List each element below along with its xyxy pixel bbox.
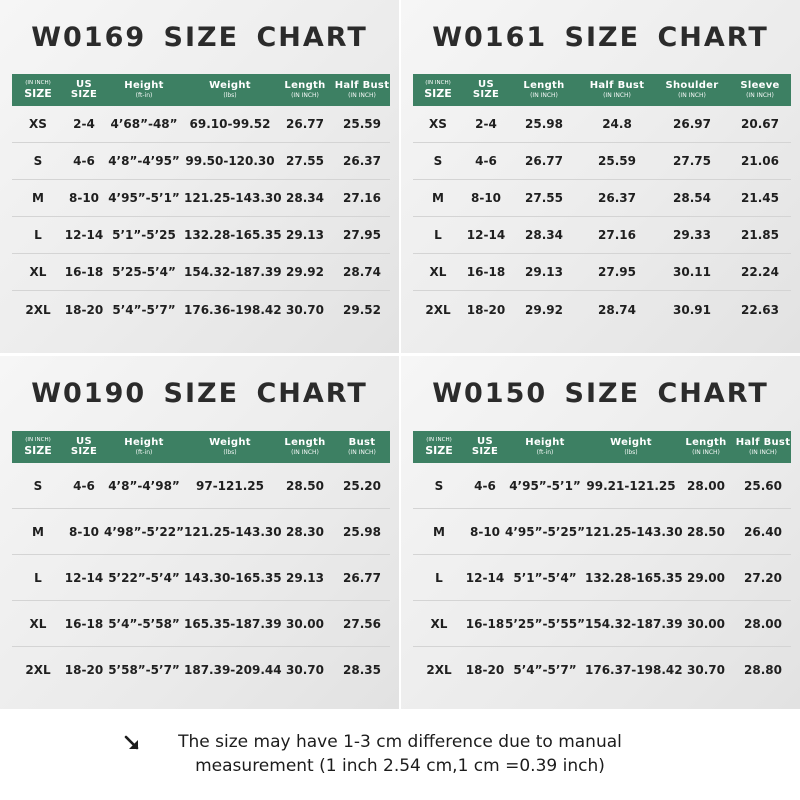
cell-weight: 176.37-198.42 — [585, 663, 683, 677]
cell-size: L — [435, 570, 443, 585]
header-unit: (lbs) — [624, 449, 638, 456]
cell-weight: 187.39-209.44 — [184, 663, 282, 677]
header-label: US — [76, 436, 92, 447]
cell-length: 29.92 — [286, 265, 324, 279]
header-col-5 — [276, 81, 334, 99]
cell-sleeve: 22.63 — [741, 302, 779, 317]
header-col-5 — [655, 81, 729, 99]
header-label: SIZE — [425, 443, 453, 457]
header-unit: (ft-in) — [536, 449, 554, 456]
cell-length: 29.00 — [687, 570, 725, 585]
cell-us-size: 2-4 — [73, 117, 95, 131]
cell-us-size: 4-6 — [475, 154, 497, 168]
cell-half-bust: 26.37 — [598, 191, 636, 205]
cell-sleeve: 20.67 — [741, 117, 779, 131]
table-row — [413, 509, 791, 555]
cell-shoulder: 30.91 — [673, 302, 711, 317]
cell-length: 28.50 — [687, 524, 725, 539]
cell-height: 5’4”-5’7” — [112, 302, 176, 317]
table-header — [12, 431, 390, 463]
header-label: Height — [124, 80, 164, 91]
cell-us-size: 12-14 — [466, 228, 506, 242]
cell-height: 5’22”-5’4” — [108, 570, 180, 585]
cell-weight: 165.35-187.39 — [184, 616, 282, 631]
header-unit: (ft-in) — [135, 449, 153, 456]
header-label: Length — [284, 80, 326, 91]
cell-length: 25.98 — [525, 117, 563, 131]
cell-height: 4’95”-5’1” — [509, 478, 581, 493]
cell-us-size: 4-6 — [474, 478, 496, 493]
header-label: US — [76, 79, 92, 90]
cell-weight: 176.36-198.42 — [184, 302, 282, 317]
header-unit: (IN INCH) — [291, 449, 319, 456]
cell-size: XS — [29, 117, 47, 131]
cell-length: 30.70 — [286, 302, 324, 317]
header-unit-note: (IN INCH) — [426, 437, 452, 444]
cell-us-size: 16-18 — [64, 616, 104, 631]
header-col-4 — [579, 81, 655, 99]
header-unit: (lbs) — [223, 449, 237, 456]
cell-shoulder: 30.11 — [673, 265, 711, 279]
table-row — [413, 601, 791, 647]
cell-size: XL — [29, 616, 47, 631]
cell-size: S — [33, 478, 43, 493]
header-label: Bust — [348, 437, 376, 448]
header-col-4 — [184, 438, 276, 456]
chart-title: W0190 SIZE CHART — [31, 378, 368, 409]
cell-shoulder: 27.75 — [673, 154, 711, 168]
cell-size: L — [434, 228, 442, 242]
header-label: Half Bust — [735, 437, 791, 448]
cell-length: 29.92 — [525, 302, 563, 317]
cell-half-bust: 28.00 — [744, 616, 782, 631]
header-label: Half Bust — [589, 80, 645, 91]
cell-weight: 143.30-165.35 — [184, 570, 282, 585]
table-row — [413, 291, 791, 328]
table-row — [12, 217, 390, 254]
table-row — [12, 647, 390, 693]
cell-height: 5’25”-5’55” — [505, 616, 585, 631]
table-row — [413, 555, 791, 601]
cell-shoulder: 29.33 — [673, 228, 711, 242]
cell-us-size: 2-4 — [475, 117, 497, 131]
size-table — [12, 74, 390, 328]
cell-weight: 132.28-165.35 — [184, 228, 282, 242]
cell-size: 2XL — [25, 302, 51, 317]
cell-size: M — [32, 524, 44, 539]
table-row — [12, 143, 390, 180]
cell-weight: 69.10-99.52 — [189, 117, 271, 131]
table-row — [413, 180, 791, 217]
note-line-1: The size may have 1-3 cm difference due to manual — [178, 732, 622, 752]
cell-size: M — [32, 191, 44, 205]
cell-size: M — [433, 524, 445, 539]
cell-length: 28.34 — [525, 228, 563, 242]
cell-us-size: 8-10 — [68, 191, 100, 205]
cell-size: 2XL — [426, 663, 452, 677]
table-row — [12, 601, 390, 647]
header-size — [413, 438, 465, 456]
cell-us-size: 12-14 — [64, 228, 104, 242]
table-row — [12, 555, 390, 601]
header-us-size — [64, 80, 104, 100]
cell-size: M — [432, 191, 444, 205]
header-col-3 — [104, 81, 184, 99]
cell-height: 4’8”-4’95” — [108, 154, 180, 168]
cell-length: 28.00 — [687, 478, 725, 493]
cell-height: 4’95”-5’1” — [108, 191, 180, 205]
header-label: Height — [124, 437, 164, 448]
header-unit: (lbs) — [223, 92, 237, 99]
header-label-line2: SIZE — [472, 89, 500, 100]
cell-length: 28.34 — [286, 191, 324, 205]
cell-length: 27.55 — [525, 191, 563, 205]
size-table — [413, 74, 791, 328]
cell-size: 2XL — [425, 302, 451, 317]
cell-weight: 99.21-121.25 — [586, 478, 676, 493]
cell-weight: 154.32-187.39 — [184, 265, 282, 279]
cell-bust: 25.98 — [343, 524, 381, 539]
cell-us-size: 8-10 — [470, 191, 502, 205]
header-col-5 — [276, 438, 334, 456]
cell-half-bust: 27.16 — [598, 228, 636, 242]
measurement-note — [0, 730, 800, 778]
header-label: SIZE — [424, 86, 452, 100]
cell-half-bust: 28.74 — [598, 302, 636, 317]
table-row — [12, 106, 390, 143]
table-row — [12, 180, 390, 217]
cell-length: 29.13 — [286, 570, 324, 585]
header-unit: (ft-in) — [135, 92, 153, 99]
cell-weight: 121.25-143.30 — [184, 524, 282, 539]
cell-length: 30.00 — [286, 616, 324, 631]
header-col-6 — [334, 438, 390, 456]
cell-us-size: 16-18 — [465, 616, 505, 631]
header-unit: (IN INCH) — [746, 92, 774, 99]
header-unit: (IN INCH) — [678, 92, 706, 99]
table-header — [413, 74, 791, 106]
table-row — [413, 647, 791, 693]
cell-bust: 25.20 — [343, 478, 381, 493]
cell-length: 29.13 — [286, 228, 324, 242]
cell-sleeve: 21.06 — [741, 154, 779, 168]
cell-size: S — [434, 478, 444, 493]
cell-length: 30.00 — [687, 616, 725, 631]
cell-size: L — [34, 228, 42, 242]
header-us-size — [465, 437, 505, 457]
header-col-3 — [509, 81, 579, 99]
header-label: Weight — [610, 437, 652, 448]
header-size — [12, 81, 64, 99]
header-label-line2: SIZE — [70, 446, 98, 457]
cell-length: 26.77 — [286, 117, 324, 131]
header-col-3 — [104, 438, 184, 456]
cell-half-bust: 24.8 — [602, 117, 632, 131]
size-table — [413, 431, 791, 693]
cell-size: XL — [430, 616, 448, 631]
cell-half-bust: 29.52 — [343, 302, 381, 317]
table-row — [12, 463, 390, 509]
header-label: US — [477, 436, 493, 447]
cell-size: L — [34, 570, 42, 585]
cell-us-size: 4-6 — [73, 154, 95, 168]
chart-title: W0150 SIZE CHART — [432, 378, 769, 409]
header-unit: (IN INCH) — [692, 449, 720, 456]
cell-shoulder: 26.97 — [673, 117, 711, 131]
cell-length: 29.13 — [525, 265, 563, 279]
cell-height: 5’1”-5’4” — [513, 570, 577, 585]
table-row — [12, 291, 390, 328]
table-row — [413, 254, 791, 291]
cell-length: 28.50 — [286, 478, 324, 493]
table-row — [413, 143, 791, 180]
size-chart-panel-w0169 — [0, 0, 399, 353]
header-label: SIZE — [24, 86, 52, 100]
note-line-2: measurement (1 inch 2.54 cm,1 cm =0.39 inch) — [195, 756, 605, 776]
cell-us-size: 12-14 — [465, 570, 505, 585]
header-label: Weight — [209, 437, 251, 448]
cell-half-bust: 28.80 — [744, 663, 782, 677]
header-col-6 — [729, 81, 791, 99]
table-row — [413, 463, 791, 509]
header-unit: (IN INCH) — [749, 449, 777, 456]
table-body — [413, 106, 791, 328]
cell-bust: 28.35 — [343, 663, 381, 677]
cell-size: XS — [429, 117, 447, 131]
cell-half-bust: 25.60 — [744, 478, 782, 493]
table-row — [413, 106, 791, 143]
cell-height: 5’4”-5’58” — [108, 616, 180, 631]
cell-weight: 121.25-143.30 — [184, 191, 282, 205]
cell-half-bust: 27.20 — [744, 570, 782, 585]
header-label: Half Bust — [334, 80, 390, 91]
cell-length: 26.77 — [525, 154, 563, 168]
chart-title: W0161 SIZE CHART — [432, 22, 769, 53]
table-header — [413, 431, 791, 463]
header-col-4 — [184, 81, 276, 99]
cell-length: 28.30 — [286, 524, 324, 539]
header-us-size — [463, 80, 509, 100]
header-label: US — [478, 79, 494, 90]
size-chart-panel-w0150 — [401, 356, 800, 709]
cell-bust: 27.56 — [343, 616, 381, 631]
cell-weight: 154.32-187.39 — [585, 616, 683, 631]
cell-weight: 121.25-143.30 — [585, 524, 683, 539]
header-unit: (IN INCH) — [603, 92, 631, 99]
cell-height: 5’1”-5’25 — [112, 228, 176, 242]
table-body — [12, 106, 390, 328]
cell-us-size: 8-10 — [68, 524, 100, 539]
cell-length: 30.70 — [687, 663, 725, 677]
header-label: Height — [525, 437, 565, 448]
header-label-line2: SIZE — [471, 446, 499, 457]
size-table — [12, 431, 390, 693]
header-unit: (IN INCH) — [348, 92, 376, 99]
header-col-4 — [585, 438, 677, 456]
cell-length: 30.70 — [286, 663, 324, 677]
header-unit: (IN INCH) — [348, 449, 376, 456]
cell-height: 4’8”-4’98” — [108, 478, 180, 493]
cell-us-size: 16-18 — [466, 265, 506, 279]
cell-half-bust: 25.59 — [598, 154, 636, 168]
cell-half-bust: 27.95 — [343, 228, 381, 242]
table-row — [413, 217, 791, 254]
table-row — [12, 254, 390, 291]
cell-height: 5’58”-5’7” — [108, 663, 180, 677]
header-label: Weight — [209, 80, 251, 91]
cell-weight: 97-121.25 — [196, 478, 264, 493]
header-label: Length — [284, 437, 326, 448]
header-unit-note: (IN INCH) — [25, 437, 51, 444]
header-label: Length — [685, 437, 727, 448]
cell-us-size: 16-18 — [64, 265, 104, 279]
cell-size: 2XL — [25, 663, 51, 677]
header-unit: (IN INCH) — [291, 92, 319, 99]
cell-size: S — [433, 154, 443, 168]
cell-us-size: 4-6 — [73, 478, 95, 493]
cell-half-bust: 27.16 — [343, 191, 381, 205]
cell-sleeve: 22.24 — [741, 265, 779, 279]
table-body — [12, 463, 390, 693]
cell-size: S — [33, 154, 43, 168]
cell-weight: 132.28-165.35 — [585, 570, 683, 585]
cell-weight: 99.50-120.30 — [185, 154, 275, 168]
cell-us-size: 18-20 — [466, 302, 506, 317]
header-unit: (IN INCH) — [530, 92, 558, 99]
header-col-5 — [677, 438, 735, 456]
cell-size: XL — [429, 265, 447, 279]
table-header — [12, 74, 390, 106]
cell-half-bust: 27.95 — [598, 265, 636, 279]
header-size — [413, 81, 463, 99]
cell-length: 27.55 — [286, 154, 324, 168]
cell-us-size: 18-20 — [465, 663, 505, 677]
header-size — [12, 438, 64, 456]
cell-sleeve: 21.45 — [741, 191, 779, 205]
size-chart-panel-w0161 — [401, 0, 800, 353]
header-label: Shoulder — [665, 80, 719, 91]
table-row — [12, 509, 390, 555]
cell-shoulder: 28.54 — [673, 191, 711, 205]
header-unit-note: (IN INCH) — [425, 80, 451, 87]
header-label-line2: SIZE — [70, 89, 98, 100]
cell-height: 5’4”-5’7” — [513, 663, 577, 677]
header-col-3 — [505, 438, 585, 456]
cell-us-size: 8-10 — [469, 524, 501, 539]
header-unit-note: (IN INCH) — [25, 80, 51, 87]
cell-half-bust: 26.40 — [744, 524, 782, 539]
cell-height: 4’98”-5’22” — [104, 524, 184, 539]
header-label: Length — [523, 80, 565, 91]
cell-height: 4’68”-48” — [110, 117, 178, 131]
cell-bust: 26.77 — [343, 570, 381, 585]
table-body — [413, 463, 791, 693]
size-chart-panel-w0190 — [0, 356, 399, 709]
cell-us-size: 18-20 — [64, 663, 104, 677]
cell-size: XL — [29, 265, 47, 279]
cell-half-bust: 25.59 — [343, 117, 381, 131]
header-label: SIZE — [24, 443, 52, 457]
cell-half-bust: 28.74 — [343, 265, 381, 279]
header-us-size — [64, 437, 104, 457]
cell-us-size: 18-20 — [64, 302, 104, 317]
cell-height: 5’25-5’4” — [112, 265, 176, 279]
cell-us-size: 12-14 — [64, 570, 104, 585]
cell-sleeve: 21.85 — [741, 228, 779, 242]
header-label: Sleeve — [740, 80, 780, 91]
header-col-6 — [735, 438, 791, 456]
cell-half-bust: 26.37 — [343, 154, 381, 168]
chart-title: W0169 SIZE CHART — [31, 22, 368, 53]
header-col-6 — [334, 81, 390, 99]
cell-height: 4’95”-5’25” — [505, 524, 585, 539]
